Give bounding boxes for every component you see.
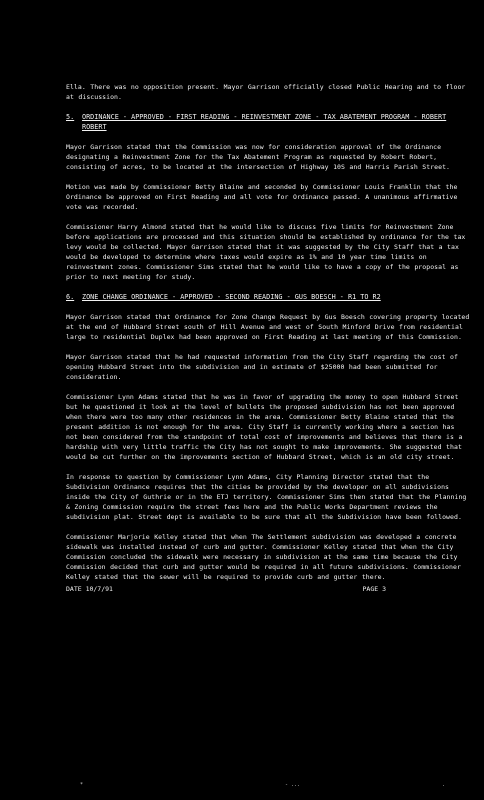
- intro-paragraph: Ella. There was no opposition present. Mayor Garrison officially closed Public Hearing and to floor at discussion.: [66, 83, 466, 101]
- section-5-heading: [66, 112, 470, 132]
- section-6-paragraph: Mayor Garrison stated that he had requested information from the City Staff regarding the cost of opening Hubbard Street into the subdivision and in estimate of $25000 had been submitted for consideration.: [66, 353, 458, 381]
- section-5-paragraph: Commissioner Harry Almond stated that he would like to discuss five limits for Reinvestment Zone before applications are processed and this situation should be established by ordinance for the tax levy would be collected. Mayor Garrison stated that it was suggested by the City Staff that a tax would be developed to determine where taxes would expire as 1% and 10 year time limits on reinvestment zones. Commissioner Sims stated that he would like to have a copy of the proposal as prior to next meeting for study.: [66, 223, 466, 281]
- section-6-title: ZONE CHANGE ORDINANCE - APPROVED - SECOND READING - GUS BOESCH - R1 TO R2: [82, 293, 381, 301]
- section-5-title: ORDINANCE - APPROVED - FIRST READING - REINVESTMENT ZONE - TAX ABATEMENT PROGRAM - ROBERT ROBERT: [82, 113, 447, 131]
- footer-page-number: PAGE 3: [362, 585, 386, 593]
- scan-mark-center: - ...: [285, 782, 301, 788]
- section-5-number: 5.: [66, 113, 75, 121]
- section-6-heading: [66, 292, 470, 302]
- section-6-paragraph: Commissioner Lynn Adams stated that he was in favor of upgrading the money to open Hubbard Street but he questioned it look at the level of bullets the proposed subdivision has not been approved when there were too many other residences in the area. Commissioner Betty Blaine stated that the present addition is not enough for the area. City Staff is currently working where a section has not been considered from the standpoint of total cost of improvements and believes that there is a hardship with very little traffic the City has not sought to make improvements. She suggested that would be cut further on the improvements section of Hubbard Street, which is an old city street.: [66, 393, 463, 461]
- section-5-paragraph: Mayor Garrison stated that the Commission was now for consideration approval of the Ordinance designating a Reinvestment Zone for the Tax Abatement Program as requested by Robert Robert, consisting of acres, to be located at the intersection of Highway 10S and Harris Parish Street.: [66, 143, 451, 171]
- page-footer: [66, 584, 386, 594]
- scan-mark-right: .: [442, 782, 446, 788]
- section-6-paragraph: Mayor Garrison stated that Ordinance for Zone Change Request by Gus Boesch covering property located at the end of Hubbard Street south of Hill Avenue and west of South Minford Drive from residential large to residential Duplex had been approved on First Reading at last meeting of this Commission.: [66, 313, 470, 341]
- section-6-number: 6.: [66, 293, 75, 301]
- scan-mark-left: *: [80, 782, 84, 788]
- document-page: [66, 82, 470, 594]
- scan-edge-marks: [0, 782, 484, 792]
- section-6-paragraph: Commissioner Marjorie Kelley stated that when The Settlement subdivision was developed a concrete sidewalk was installed instead of curb and gutter. Commissioner Kelley stated that when the City Commission concluded the sidewalk were necessary in subdivision at the same time because the City Commission decided that curb and gutter would be required in all future subdivisions. Commissioner Kelley stated that the sewer will be required to provide curb and gutter there.: [66, 533, 461, 581]
- section-5-paragraph: Motion was made by Commissioner Betty Blaine and seconded by Commissioner Louis Franklin that the Ordinance be approved on First Reading and all vote for Ordinance passed. A unanimous affirmative vote was recorded.: [66, 183, 458, 211]
- section-6-paragraph: In response to question by Commissioner Lynn Adams, City Planning Director stated that the Subdivision Ordinance requires that the cities be provided by the developer on all subdivisions inside the City of Guthrie or in the ETJ territory. Commissioner Sims then stated that the Planning & Zoning Commission require the street fees here and the Public Works Department reviews the subdivision plat. Street dept is available to be sure that all the Subdivision have been followed.: [66, 473, 467, 521]
- footer-date: DATE 10/7/91: [66, 585, 113, 593]
